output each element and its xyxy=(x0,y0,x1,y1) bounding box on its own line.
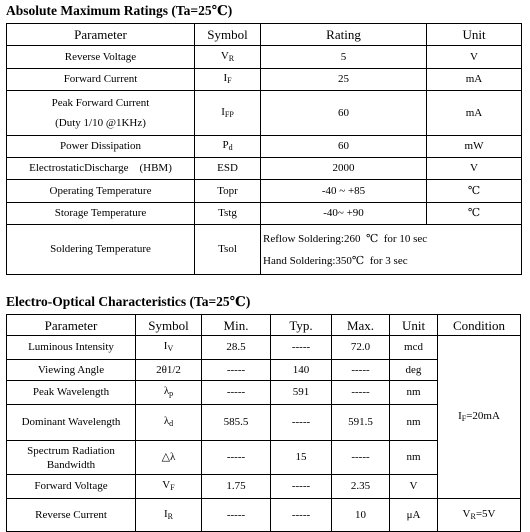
symbol-cell: $\lambda_p$ xyxy=(136,381,202,405)
min-cell: 585.5 xyxy=(202,405,271,441)
col-header: Max. xyxy=(332,315,390,336)
symbol-cell: $P_d$ xyxy=(195,136,261,158)
min-cell: 28.5 xyxy=(202,336,271,360)
symbol-cell: Topr xyxy=(195,180,261,203)
min-cell: ----- xyxy=(202,499,271,532)
rating-cell: 5 xyxy=(261,46,427,69)
col-header: Parameter xyxy=(7,315,136,336)
max-cell: 2.35 xyxy=(332,475,390,499)
symbol-cell: $I_{FP}$ xyxy=(195,91,261,136)
table-row xyxy=(7,225,522,275)
electro-optical-table xyxy=(6,314,521,532)
table-header-row xyxy=(7,24,522,46)
unit-cell: mA xyxy=(427,91,522,136)
col-header: Condition xyxy=(438,315,521,336)
table-row xyxy=(7,499,521,532)
symbol-cell: $I_R$ xyxy=(136,499,202,532)
condition-cell: $I_F=20mA$ xyxy=(438,336,521,499)
unit-cell: nm xyxy=(390,381,438,405)
param-cell: Dominant Wavelength xyxy=(7,405,136,441)
condition-cell: $V_R=5V$ xyxy=(438,499,521,532)
table-row xyxy=(7,158,522,180)
rating-cell: 2000 xyxy=(261,158,427,180)
unit-cell: nm xyxy=(390,405,438,441)
symbol-cell: $\lambda_d$ xyxy=(136,405,202,441)
min-cell: ----- xyxy=(202,441,271,475)
abs-max-ratings-table xyxy=(6,23,522,275)
unit-cell: V xyxy=(427,158,522,180)
electro-optical-title: Electro-Optical Characteristics (Ta=25℃) xyxy=(6,294,251,309)
param-cell: Soldering Temperature xyxy=(7,225,195,275)
col-header: Rating xyxy=(261,24,427,46)
soldering-conditions-cell: Reflow Soldering:260 ℃ for 10 sec Hand Soldering:350℃ for 3 sec xyxy=(261,225,522,275)
col-header: Typ. xyxy=(271,315,332,336)
unit-cell: μA xyxy=(390,499,438,532)
min-cell: ----- xyxy=(202,360,271,381)
param-cell: Reverse Voltage xyxy=(7,46,195,69)
max-cell: 72.0 xyxy=(332,336,390,360)
param-cell: Storage Temperature xyxy=(7,203,195,225)
param-cell: Peak Wavelength xyxy=(7,381,136,405)
max-cell: ----- xyxy=(332,441,390,475)
max-cell: ----- xyxy=(332,360,390,381)
symbol-cell: $V_F$ xyxy=(136,475,202,499)
col-header: Symbol xyxy=(136,315,202,336)
table-row xyxy=(7,336,521,360)
param-cell: Forward Voltage xyxy=(7,475,136,499)
rating-cell: -40~ +90 xyxy=(261,203,427,225)
param-cell: Luminous Intensity xyxy=(7,336,136,360)
param-cell: ElectrostaticDischarge (HBM) xyxy=(7,158,195,180)
unit-cell: mA xyxy=(427,69,522,91)
col-header: Parameter xyxy=(7,24,195,46)
col-header: Min. xyxy=(202,315,271,336)
col-header: Unit xyxy=(427,24,522,46)
param-cell: Spectrum Radiation Bandwidth xyxy=(7,441,136,475)
typ-cell: ----- xyxy=(271,475,332,499)
max-cell: 10 xyxy=(332,499,390,532)
symbol-cell: $I_F$ xyxy=(195,69,261,91)
typ-cell: ----- xyxy=(271,336,332,360)
unit-cell: deg xyxy=(390,360,438,381)
table-row xyxy=(7,136,522,158)
unit-cell: ℃ xyxy=(427,180,522,203)
table-row xyxy=(7,203,522,225)
symbol-cell: Tsol xyxy=(195,225,261,275)
param-cell: Forward Current xyxy=(7,69,195,91)
unit-cell: nm xyxy=(390,441,438,475)
unit-cell: mcd xyxy=(390,336,438,360)
param-cell: Power Dissipation xyxy=(7,136,195,158)
abs-max-ratings-title: Absolute Maximum Ratings (Ta=25℃) xyxy=(6,3,233,18)
param-cell: Operating Temperature xyxy=(7,180,195,203)
param-cell: Peak Forward Current (Duty 1/10 @1KHz) xyxy=(7,91,195,136)
param-cell: Viewing Angle xyxy=(7,360,136,381)
col-header: Symbol xyxy=(195,24,261,46)
typ-cell: 15 xyxy=(271,441,332,475)
table-row xyxy=(7,91,522,136)
unit-cell: ℃ xyxy=(427,203,522,225)
symbol-cell: $V_R$ xyxy=(195,46,261,69)
param-cell: Reverse Current xyxy=(7,499,136,532)
table-row xyxy=(7,69,522,91)
symbol-cell: ESD xyxy=(195,158,261,180)
max-cell: 591.5 xyxy=(332,405,390,441)
unit-cell: mW xyxy=(427,136,522,158)
unit-cell: V xyxy=(427,46,522,69)
rating-cell: 60 xyxy=(261,136,427,158)
table-header-row xyxy=(7,315,521,336)
typ-cell: ----- xyxy=(271,405,332,441)
typ-cell: ----- xyxy=(271,499,332,532)
rating-cell: 60 xyxy=(261,91,427,136)
typ-cell: 591 xyxy=(271,381,332,405)
rating-cell: 25 xyxy=(261,69,427,91)
symbol-cell: Tstg xyxy=(195,203,261,225)
symbol-cell: 2θ1/2 xyxy=(136,360,202,381)
col-header: Unit xyxy=(390,315,438,336)
min-cell: ----- xyxy=(202,381,271,405)
symbol-cell: $I_V$ xyxy=(136,336,202,360)
rating-cell: -40 ~ +85 xyxy=(261,180,427,203)
typ-cell: 140 xyxy=(271,360,332,381)
table-row xyxy=(7,46,522,69)
unit-cell: V xyxy=(390,475,438,499)
max-cell: ----- xyxy=(332,381,390,405)
symbol-cell: △λ xyxy=(136,441,202,475)
table-row xyxy=(7,180,522,203)
min-cell: 1.75 xyxy=(202,475,271,499)
